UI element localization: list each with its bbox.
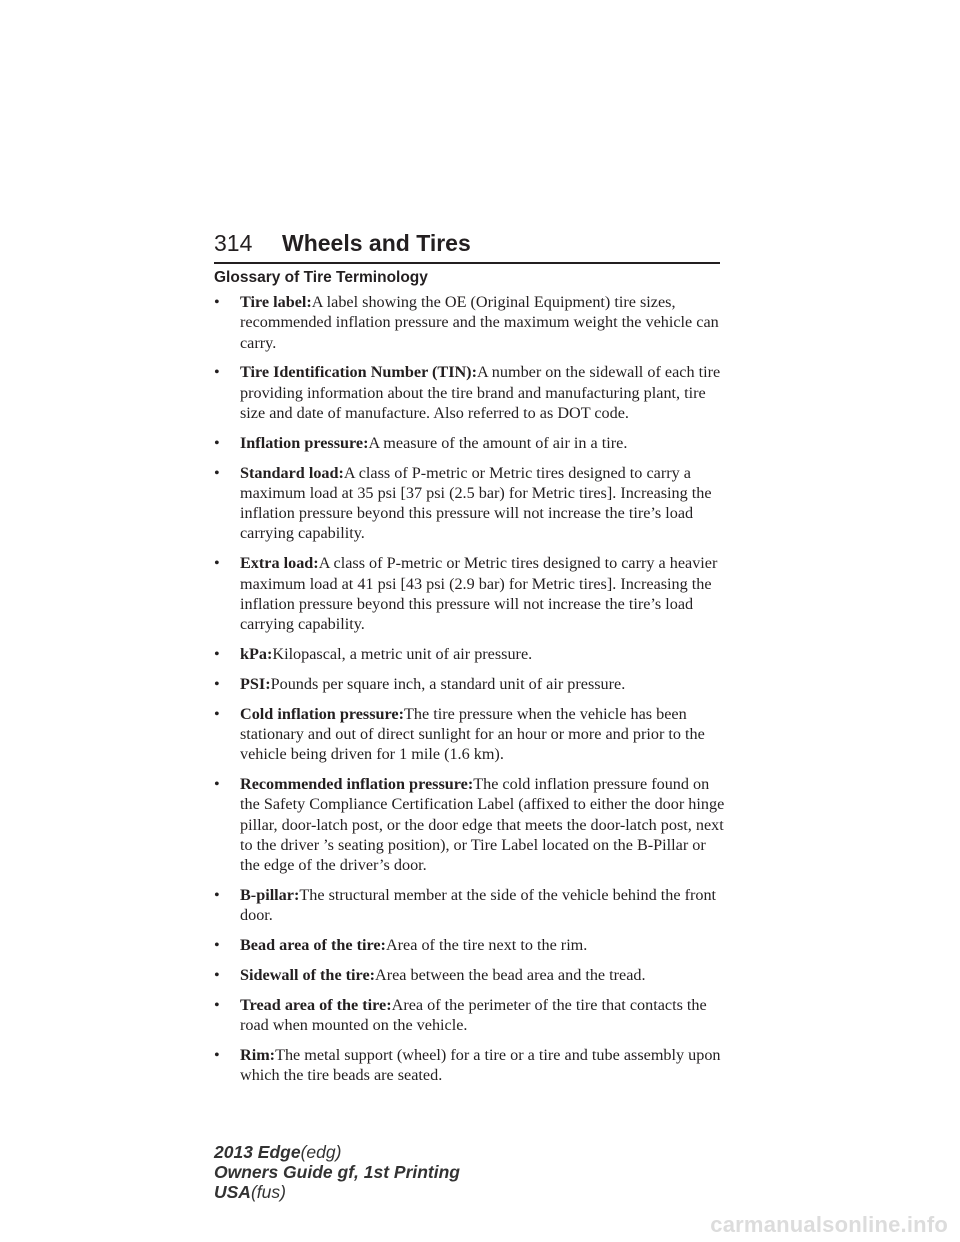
glossary-term: Recommended inflation pressure:: [240, 774, 474, 793]
footer-model: 2013 Edge: [214, 1142, 301, 1162]
glossary-term: Inflation pressure:: [240, 433, 369, 452]
page-header: [214, 228, 720, 264]
footer-printing: Owners Guide gf, 1st Printing: [214, 1162, 460, 1182]
glossary-definition: The cold inflation pressure found on the Safety Compliance Certification Label (affixed to either the door hinge pillar, door-latch post, or the door edge that meets the door-latch post, next to the driver ’s seating position), or Tire Label located on the B-Pillar or the edge of the driver’s door.: [240, 774, 725, 875]
bullet: •: [214, 463, 220, 482]
bullet: •: [214, 774, 220, 793]
document-footer: [214, 1142, 460, 1202]
glossary-item: [214, 965, 726, 985]
glossary-term: Tread area of the tire:: [240, 995, 392, 1014]
glossary-item: [214, 774, 726, 875]
glossary-term: Tire Identification Number (TIN):: [240, 363, 477, 382]
footer-line-market: [214, 1182, 460, 1202]
glossary-term: Sidewall of the tire:: [240, 965, 376, 984]
watermark: carmanualsonline.info: [710, 1212, 948, 1237]
glossary-item: [214, 995, 726, 1036]
glossary-term: Cold inflation pressure:: [240, 704, 404, 723]
glossary-term: Rim:: [240, 1045, 276, 1064]
section-heading: Glossary of Tire Terminology: [214, 269, 428, 286]
glossary-item: [214, 885, 726, 926]
glossary-term: PSI:: [240, 674, 271, 693]
footer-line-model: [214, 1142, 460, 1162]
glossary-definition: Kilopascal, a metric unit of air pressure.: [272, 644, 533, 663]
glossary-definition: Area between the bead area and the tread.: [375, 965, 646, 984]
bullet: •: [214, 936, 220, 955]
glossary-term: kPa:: [240, 644, 273, 663]
glossary-term: Bead area of the tire:: [240, 936, 386, 955]
glossary-item: [214, 463, 726, 544]
bullet: •: [214, 965, 220, 984]
page-number: 314: [214, 230, 253, 256]
glossary-item: [214, 644, 726, 664]
glossary-term: Tire label:: [240, 293, 312, 311]
glossary-item: [214, 1045, 726, 1086]
glossary-definition: A number on the sidewall of each tire providing information about the tire brand and manufacturing plant, tire size and date of manufacture. Also referred to as DOT code.: [240, 363, 721, 422]
footer-model-code: (edg): [300, 1142, 342, 1162]
glossary-definition: The metal support (wheel) for a tire or a tire and tube assembly upon which the tire beads are seated.: [240, 1045, 721, 1084]
glossary-item: [214, 553, 726, 634]
glossary-definition: Area of the tire next to the rim.: [385, 936, 588, 955]
glossary-definition: Pounds per square inch, a standard unit of air pressure.: [270, 674, 626, 693]
glossary-term: Standard load:: [240, 463, 344, 482]
glossary-item: [214, 935, 726, 955]
glossary-definition: A measure of the amount of air in a tire.: [368, 433, 628, 452]
bullet: •: [214, 433, 220, 452]
bullet: •: [214, 1045, 220, 1064]
bullet: •: [214, 704, 220, 723]
glossary-list: [214, 292, 726, 1095]
footer-market: USA: [214, 1182, 251, 1202]
bullet: •: [214, 885, 220, 904]
glossary-definition: A class of P-metric or Metric tires designed to carry a maximum load at 35 psi [37 psi (2.5 bar) for Metric tires]. Increasing the inflation pressure beyond this pressure will not increase the tire’s load carrying capability.: [240, 463, 712, 543]
glossary-definition: Area of the perimeter of the tire that contacts the road when mounted on the vehicle.: [240, 995, 707, 1034]
bullet: •: [214, 674, 220, 693]
bullet: •: [214, 363, 220, 382]
glossary-item: [214, 433, 726, 453]
glossary-item: [214, 674, 726, 694]
glossary-item: [214, 362, 726, 423]
glossary-definition: The tire pressure when the vehicle has been stationary and out of direct sunlight for an hour or more and prior to the vehicle being driven for 1 mile (1.6 km).: [240, 704, 705, 764]
glossary-term: B-pillar:: [240, 885, 300, 904]
bullet: •: [214, 554, 220, 573]
glossary-item: [214, 292, 726, 353]
glossary-definition: A class of P-metric or Metric tires designed to carry a heavier maximum load at 41 psi [43 psi (2.9 bar) for Metric tires]. Increasing the inflation pressure beyond this pressure will not increase the tire’s load carrying capability.: [240, 554, 718, 634]
footer-market-code: (fus): [250, 1182, 286, 1202]
bullet: •: [214, 995, 220, 1014]
glossary-definition: The structural member at the side of the vehicle behind the front door.: [240, 885, 717, 925]
bullet: •: [214, 293, 220, 311]
glossary-item: [214, 704, 726, 765]
glossary-definition: A label showing the OE (Original Equipment) tire sizes, recommended inflation pressure and the maximum weight the vehicle can carry.: [240, 293, 719, 352]
bullet: •: [214, 644, 220, 663]
chapter-title: Wheels and Tires: [282, 230, 471, 256]
glossary-term: Extra load:: [240, 554, 319, 573]
